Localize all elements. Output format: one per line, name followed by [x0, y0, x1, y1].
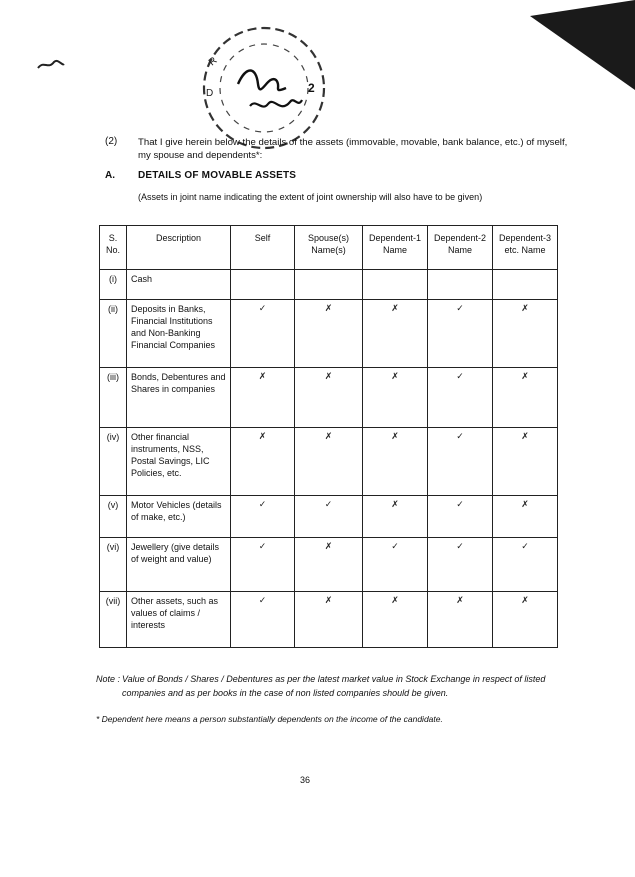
mark-self: ✓: [231, 538, 295, 592]
table-row: [100, 368, 558, 428]
mark-dependent-2: ✓: [428, 538, 493, 592]
row-description: Cash: [127, 270, 231, 300]
mark-dependent-3: ✗: [493, 428, 558, 496]
mark-dependent-2: ✓: [428, 368, 493, 428]
mark-self: ✓: [231, 496, 295, 538]
mark-dependent-3: ✗: [493, 368, 558, 428]
header-spouse: Spouse(s) Name(s): [295, 226, 363, 270]
header-dependent-2: Dependent-2 Name: [428, 226, 493, 270]
mark-spouse: ✗: [295, 300, 363, 368]
header-description: Description: [127, 226, 231, 270]
row-description: Other financial instruments, NSS, Postal Savings, LIC Policies, etc.: [127, 428, 231, 496]
header-dependent-3: Dependent-3 etc. Name: [493, 226, 558, 270]
page-number: 36: [300, 775, 311, 785]
table-row: [100, 428, 558, 496]
note-text: Value of Bonds / Shares / Debentures as per the latest market value in Stock Exchange in respect of listed companies and as per books in the case of non listed companies should be given.: [122, 674, 546, 698]
mark-dependent-2: ✗: [428, 592, 493, 648]
section-letter: A.: [105, 170, 115, 181]
section-title: DETAILS OF MOVABLE ASSETS: [138, 170, 297, 181]
table-row: [100, 300, 558, 368]
table-row: [100, 538, 558, 592]
row-sno: (vi): [100, 538, 127, 592]
row-sno: (ii): [100, 300, 127, 368]
table-row: [100, 592, 558, 648]
table-header-row: [100, 226, 558, 270]
mark-dependent-3: [493, 270, 558, 300]
row-sno: (iii): [100, 368, 127, 428]
row-description: Deposits in Banks, Financial Institutions and Non-Banking Financial Companies: [127, 300, 231, 368]
mark-dependent-1: ✗: [363, 592, 428, 648]
handwritten-mark: [36, 54, 66, 74]
row-sno: (iv): [100, 428, 127, 496]
header-sno: S. No.: [100, 226, 127, 270]
mark-dependent-1: ✗: [363, 496, 428, 538]
row-description: Bonds, Debentures and Shares in companies: [127, 368, 231, 428]
mark-dependent-1: ✓: [363, 538, 428, 592]
round-seal-stamp: [198, 22, 330, 154]
mark-self: ✗: [231, 368, 295, 428]
mark-self: ✗: [231, 428, 295, 496]
dependent-definition: * Dependent here means a person substantially dependents on the income of the candidate.: [96, 714, 443, 724]
mark-dependent-3: ✗: [493, 300, 558, 368]
mark-dependent-1: [363, 270, 428, 300]
table-row: [100, 496, 558, 538]
svg-text:2: 2: [308, 81, 315, 95]
mark-dependent-2: [428, 270, 493, 300]
mark-dependent-3: ✗: [493, 592, 558, 648]
mark-dependent-1: ✗: [363, 368, 428, 428]
row-description: Other assets, such as values of claims / interests: [127, 592, 231, 648]
row-sno: (v): [100, 496, 127, 538]
mark-spouse: ✗: [295, 428, 363, 496]
mark-dependent-1: ✗: [363, 428, 428, 496]
svg-text:R: R: [206, 55, 220, 69]
mark-dependent-3: ✗: [493, 496, 558, 538]
mark-spouse: ✗: [295, 592, 363, 648]
mark-dependent-2: ✓: [428, 428, 493, 496]
row-description: Jewellery (give details of weight and value): [127, 538, 231, 592]
scan-corner-mark: [520, 0, 635, 90]
table-row: [100, 270, 558, 300]
mark-self: ✓: [231, 592, 295, 648]
mark-spouse: [295, 270, 363, 300]
mark-spouse: ✗: [295, 538, 363, 592]
mark-spouse: ✗: [295, 368, 363, 428]
row-description: Motor Vehicles (details of make, etc.): [127, 496, 231, 538]
header-self: Self: [231, 226, 295, 270]
mark-spouse: ✓: [295, 496, 363, 538]
row-sno: (vii): [100, 592, 127, 648]
section-subtitle: (Assets in joint name indicating the extent of joint ownership will also have to be given): [138, 192, 483, 202]
row-sno: (i): [100, 270, 127, 300]
mark-dependent-1: ✗: [363, 300, 428, 368]
paragraph-number: (2): [105, 136, 118, 147]
paragraph-text: That I give herein below the details of the assets (immovable, movable, bank balance, etc.) of myself, my spouse and dependents*:: [138, 137, 568, 161]
mark-dependent-3: ✓: [493, 538, 558, 592]
movable-assets-table: [99, 225, 558, 648]
mark-self: [231, 270, 295, 300]
mark-dependent-2: ✓: [428, 300, 493, 368]
mark-dependent-2: ✓: [428, 496, 493, 538]
note-label: Note :: [96, 674, 121, 684]
mark-self: ✓: [231, 300, 295, 368]
svg-text:D: D: [206, 88, 214, 99]
header-dependent-1: Dependent-1 Name: [363, 226, 428, 270]
